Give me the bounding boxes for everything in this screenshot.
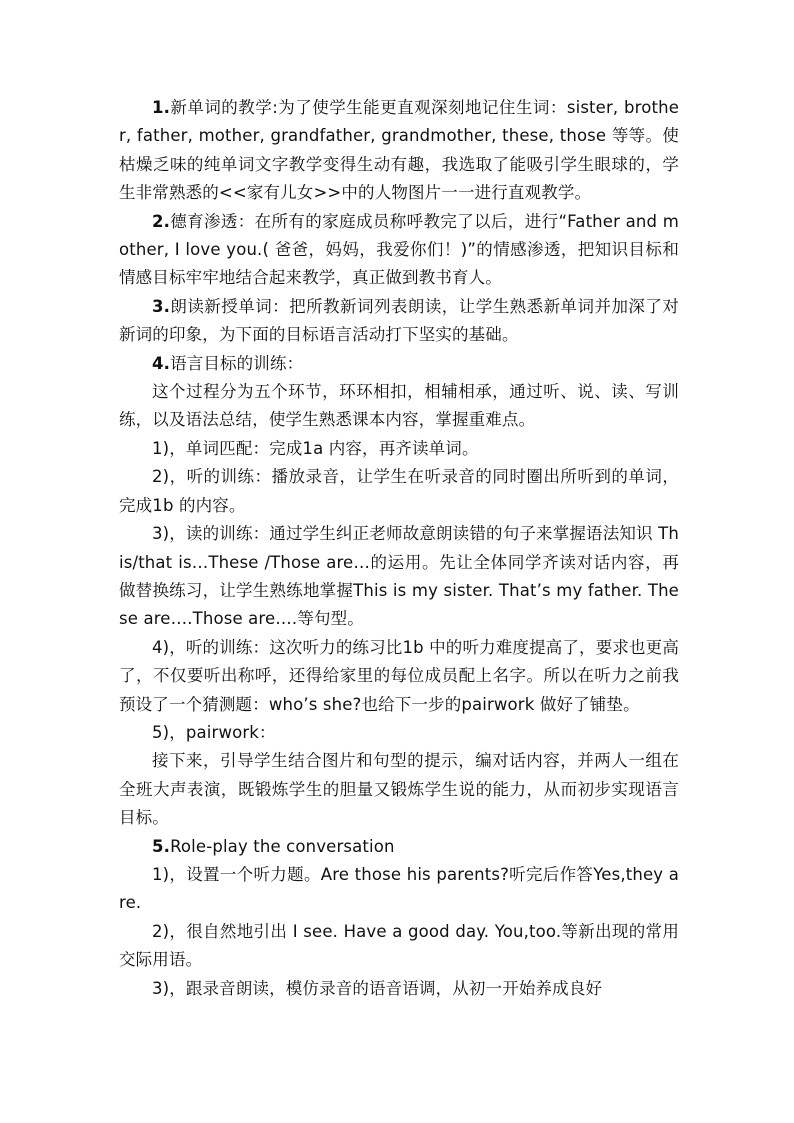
paragraph-9 [119, 634, 679, 719]
paragraph-text: 1)，设置一个听力题。Are those his parents?听完后作答Yes,they are. [119, 864, 679, 913]
paragraph-text: 3)，读的训练：通过学生纠正老师故意朗读错的句子来掌握语法知识 This/that is…These /Those are…的运用。先让全体同学齐读对话内容，再做替换练习，让学生熟练地掌握This is my sister. That’s my father. These are….Those are….等句型。 [119, 524, 679, 629]
paragraph-7 [119, 463, 679, 520]
paragraph-3 [119, 293, 679, 350]
paragraph-text: Role-play the conversation [170, 836, 395, 856]
paragraph-text: 这个过程分为五个环节，环环相扣，相辅相承，通过听、说、读、写训练，以及语法总结，使学生熟悉课本内容，掌握重难点。 [119, 382, 679, 430]
paragraph-11 [119, 747, 679, 832]
paragraph-1 [119, 94, 679, 208]
paragraph-12 [119, 833, 679, 861]
paragraph-13 [119, 861, 679, 918]
paragraph-8 [119, 520, 679, 634]
paragraph-text: 德育渗透：在所有的家庭成员称呼教完了以后，进行“Father and mother, I love you.( 爸爸，妈妈，我爱你们！)”的情感渗透，把知识目标和情感目标牢牢地结合起来教学，真正做到教书育人。 [119, 211, 679, 288]
paragraph-15 [119, 975, 679, 1003]
paragraph-text: 接下来，引导学生结合图片和句型的提示，编对话内容，并两人一组在全班大声表演，既锻炼学生的胆量又锻炼学生说的能力，从而初步实现语言目标。 [119, 751, 679, 828]
paragraph-10 [119, 719, 679, 747]
paragraph-text: 语言目标的训练： [170, 353, 304, 373]
paragraph-number: 1. [152, 98, 171, 117]
paragraph-6 [119, 435, 679, 463]
paragraph-4 [119, 350, 679, 378]
paragraph-text: 2)，很自然地引出 I see. Have a good day. You,too.等新出现的常用交际用语。 [119, 921, 679, 970]
paragraph-text: 2)，听的训练：播放录音，让学生在听录音的同时圈出所听到的单词，完成1b 的内容。 [119, 467, 679, 515]
paragraph-text: 新单词的教学:为了使学生能更直观深刻地记住生词：sister, brother, father, mother, grandfather, grandmother, these, those 等等。使枯燥乏味的纯单词文字教学变得生动有趣，我选取了能吸引学生眼球的，学生非常熟悉的<<家有儿女>>中的人物图片一一进行直观教学。 [119, 98, 679, 203]
paragraph-5 [119, 378, 679, 435]
paragraph-number: 2. [152, 211, 171, 231]
paragraph-text: 朗读新授单词：把所教新词列表朗读，让学生熟悉新单词并加深了对新词的印象，为下面的目标语言活动打下坚实的基础。 [119, 296, 679, 345]
paragraph-number: 4. [152, 353, 171, 373]
document-page [119, 94, 679, 1003]
paragraph-text: 5)，pairwork： [152, 722, 276, 742]
paragraph-14 [119, 918, 679, 975]
paragraph-text: 4)，听的训练：这次听力的练习比1b 中的听力难度提高了，要求也更高了，不仅要听出称呼，还得给家里的每位成员配上名字。所以在听力之前我预设了一个猜测题：who’s she?也给下一步的pairwork 做好了铺垫。 [119, 637, 679, 714]
paragraph-text: 1)，单词匹配：完成1a 内容，再齐读单词。 [152, 438, 479, 458]
paragraph-number: 3. [152, 296, 171, 316]
paragraph-text: 3)，跟录音朗读，模仿录音的语音语调，从初一开始养成良好 [152, 978, 603, 998]
paragraph-number: 5. [152, 836, 171, 856]
paragraph-2 [119, 208, 679, 293]
